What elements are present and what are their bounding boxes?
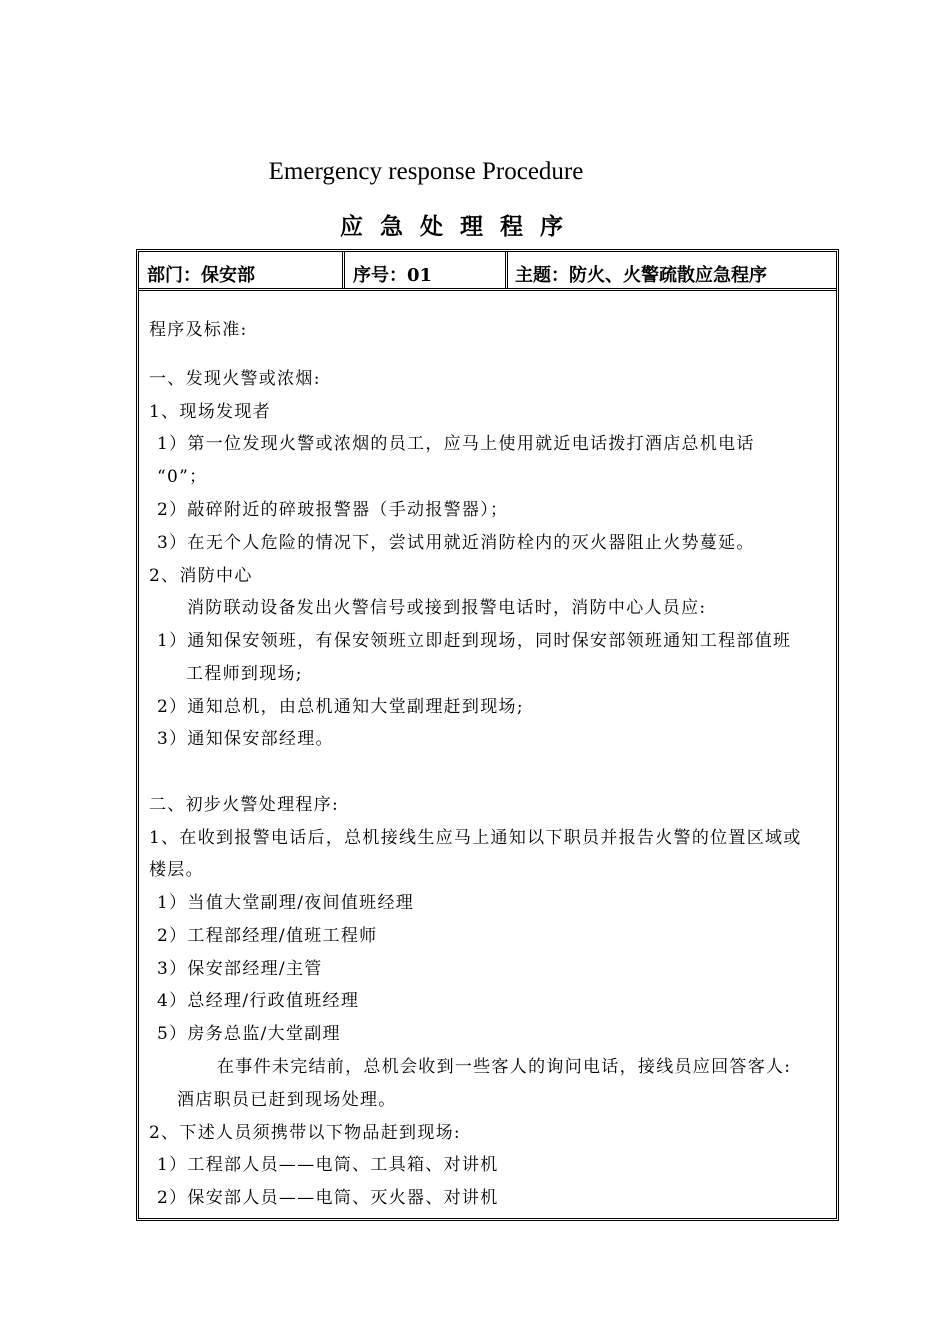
paragraph: 1、在收到报警电话后，总机接线生应马上通知以下职员并报告火警的位置区域或: [149, 828, 802, 848]
procedure-table: [136, 249, 839, 1221]
list-item: 1）工程部人员——电筒、工具箱、对讲机: [157, 1155, 499, 1175]
list-item-continued: “0”；: [157, 467, 208, 487]
subsection-heading: 1、现场发现者: [149, 402, 271, 422]
list-item: 2）敲碎附近的碎玻报警器（手动报警器）；: [157, 500, 509, 520]
list-item: 3）通知保安部经理。: [157, 729, 334, 749]
list-item: 3）保安部经理/主管: [157, 959, 323, 979]
paragraph: 在事件未完结前，总机会收到一些客人的询问电话，接线员应回答客人:: [217, 1057, 792, 1077]
subject-cell: 主题：防火、火警疏散应急程序: [515, 265, 767, 286]
list-item: 2）工程部经理/值班工程师: [157, 926, 378, 946]
serial-number-cell: 序号：01: [345, 252, 508, 288]
section-heading-2: 二、初步火警处理程序:: [149, 795, 340, 815]
list-item: 4）总经理/行政值班经理: [157, 991, 360, 1011]
list-item: 3）在无个人危险的情况下，尝试用就近消防栓内的灭火器阻止火势蔓延。: [157, 533, 755, 553]
department-cell: 部门：保安部: [139, 252, 345, 288]
list-item-continued: 工程师到现场;: [186, 664, 303, 684]
paragraph: 消防联动设备发出火警信号或接到报警电话时，消防中心人员应:: [187, 598, 707, 618]
section-heading-1: 一、发现火警或浓烟:: [149, 369, 321, 389]
paragraph-continued: 酒店职员已赶到现场处理。: [177, 1090, 397, 1110]
list-item: 2）通知总机，由总机通知大堂副理赶到现场;: [157, 697, 524, 717]
subsection-heading: 2、消防中心: [149, 566, 253, 586]
title-english: Emergency response Procedure: [268, 158, 584, 185]
title-chinese: 应急处理程序: [340, 213, 580, 240]
list-item: 1）第一位发现火警或浓烟的员工，应马上使用就近电话拨打酒店总机电话: [157, 434, 755, 454]
list-item: 1）通知保安领班，有保安领班立即赶到现场，同时保安部领班通知工程部值班: [157, 631, 792, 651]
list-item: 5）房务总监/大堂副理: [157, 1024, 341, 1044]
list-item: 2）保安部人员——电筒、灭火器、对讲机: [157, 1188, 499, 1208]
subsection-heading: 2、下述人员须携带以下物品赶到现场:: [149, 1123, 461, 1143]
paragraph-continued: 楼层。: [149, 860, 204, 880]
list-item: 1）当值大堂副理/夜间值班经理: [157, 893, 415, 913]
section-label: 程序及标准:: [149, 320, 248, 340]
table-header-row: [139, 252, 836, 291]
